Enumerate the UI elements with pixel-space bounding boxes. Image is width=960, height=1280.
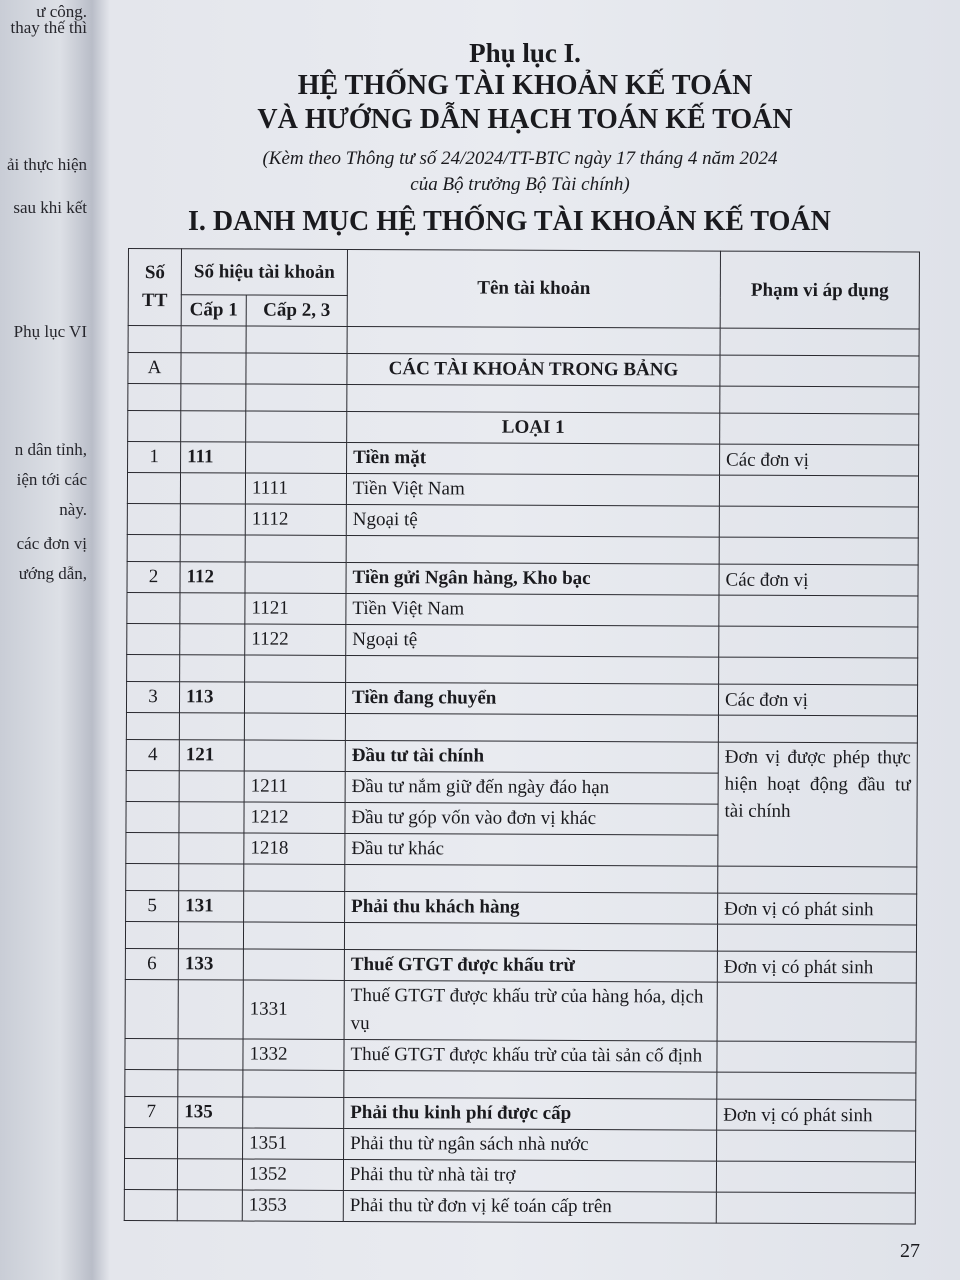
row-level23-account xyxy=(246,411,347,442)
row-level23-account xyxy=(245,535,346,562)
row-account-name: Ngoại tệ xyxy=(346,624,719,657)
row-scope xyxy=(719,626,918,658)
left-page-margin xyxy=(0,0,95,1280)
row-scope xyxy=(720,386,919,414)
row-level1-account xyxy=(178,1039,243,1070)
row-scope xyxy=(718,866,917,894)
row-scope xyxy=(716,1192,915,1224)
appendix-label: Phụ lục I. xyxy=(469,38,581,68)
row-account-name: Tiền Việt Nam xyxy=(346,473,719,506)
table-row xyxy=(127,503,918,537)
row-account-name: Phải thu khách hàng xyxy=(345,891,718,924)
row-level23-account xyxy=(245,655,346,682)
row-level23-account xyxy=(244,682,345,713)
row-level1-account xyxy=(181,353,246,384)
row-level23-account: 1112 xyxy=(245,504,346,535)
row-level1-account xyxy=(178,1070,243,1097)
row-stt: 2 xyxy=(127,561,180,592)
row-scope: Các đơn vị xyxy=(720,444,919,476)
row-level1-account: 112 xyxy=(180,562,245,593)
row-level23-account: 1352 xyxy=(242,1159,343,1190)
row-level23-account xyxy=(243,1097,344,1128)
row-account-name: Phải thu từ nhà tài trợ xyxy=(343,1159,716,1192)
table-row xyxy=(127,561,918,595)
row-account-name: LOẠI 1 xyxy=(347,411,720,444)
row-level1-account xyxy=(178,980,243,1039)
subtitle-line1: (Kèm theo Thông tư số 24/2024/TT-BTC ngày 17 tháng 4 năm 2024 xyxy=(262,148,778,169)
row-account-name: CÁC TÀI KHOẢN TRONG BẢNG xyxy=(347,353,720,386)
row-account-name: Tiền gửi Ngân hàng, Kho bạc xyxy=(346,562,719,595)
row-level23-account: 1218 xyxy=(244,833,345,864)
row-level1-account xyxy=(178,1128,243,1159)
row-level1-account xyxy=(179,771,244,802)
row-scope xyxy=(719,657,918,685)
row-level1-account: 135 xyxy=(178,1097,243,1128)
row-stt xyxy=(125,979,178,1038)
blank-row xyxy=(128,384,919,414)
left-page-text: Phụ lục VI xyxy=(13,322,87,341)
row-account-name: Đầu tư nắm giữ đến ngày đáo hạn xyxy=(345,771,718,804)
row-scope xyxy=(716,1161,915,1193)
row-level23-account xyxy=(244,713,345,740)
table-row xyxy=(125,1038,916,1072)
row-stt xyxy=(124,1189,177,1220)
table-row xyxy=(126,890,917,924)
row-level1-account xyxy=(178,922,243,949)
left-page-text: ướng dẫn, xyxy=(18,564,87,583)
row-scope xyxy=(720,355,919,387)
row-account-name: Thuế GTGT được khấu trừ của tài sản cố định xyxy=(344,1039,717,1072)
left-page-text: sau khi kết xyxy=(13,198,87,217)
row-stt xyxy=(125,1069,178,1096)
left-page-text: ư công. xyxy=(36,2,87,21)
row-level23-account xyxy=(246,326,347,353)
blank-row xyxy=(125,1069,916,1099)
row-scope xyxy=(720,328,919,356)
row-account-name xyxy=(345,713,718,742)
row-stt xyxy=(125,1038,178,1069)
row-stt: A xyxy=(128,353,181,384)
row-level1-account xyxy=(177,1190,242,1221)
row-stt xyxy=(125,1127,178,1158)
row-scope xyxy=(719,537,918,565)
section-heading: I. DANH MỤC HỆ THỐNG TÀI KHOẢN KẾ TOÁN xyxy=(188,206,831,237)
left-page-text: thay thế thì xyxy=(10,18,87,37)
subtitle xyxy=(180,146,860,198)
row-level23-account: 1332 xyxy=(243,1039,344,1070)
row-level23-account: 1212 xyxy=(244,802,345,833)
blank-row xyxy=(128,326,919,356)
row-scope xyxy=(718,715,917,743)
row-level1-account xyxy=(181,384,246,411)
header-stt: Số TT xyxy=(128,249,181,326)
header-name: Tên tài khoản xyxy=(347,249,720,328)
row-account-name xyxy=(347,326,720,355)
row-scope xyxy=(719,475,918,507)
row-level1-account xyxy=(179,713,244,740)
row-scope: Đơn vị có phát sinh xyxy=(717,1099,916,1131)
row-stt: 7 xyxy=(125,1096,178,1127)
blank-row xyxy=(126,712,917,742)
row-level1-account xyxy=(180,535,245,562)
row-scope: Đơn vị có phát sinh xyxy=(717,951,916,983)
row-scope xyxy=(717,1072,916,1100)
row-account-name: Phải thu kinh phí được cấp xyxy=(344,1097,717,1130)
row-stt xyxy=(125,921,178,948)
table-row xyxy=(127,592,918,626)
row-account-name: Đầu tư khác xyxy=(345,833,718,866)
row-level1-account xyxy=(179,864,244,891)
row-level23-account: 1351 xyxy=(243,1128,344,1159)
row-level1-account: 113 xyxy=(179,682,244,713)
row-level23-account: 1353 xyxy=(242,1190,343,1221)
row-account-name xyxy=(346,535,719,564)
row-account-name: Phải thu từ ngân sách nhà nước xyxy=(344,1128,717,1161)
page-number: 27 xyxy=(900,1240,920,1262)
row-stt: 4 xyxy=(126,739,179,770)
row-level1-account: 131 xyxy=(179,891,244,922)
row-level1-account xyxy=(179,802,244,833)
header-level1: Cấp 1 xyxy=(181,295,246,326)
row-scope: Các đơn vị xyxy=(719,564,918,596)
row-stt xyxy=(126,770,179,801)
row-level1-account xyxy=(179,833,244,864)
row-scope xyxy=(717,982,916,1042)
row-level1-account xyxy=(180,473,245,504)
row-level1-account xyxy=(177,1159,242,1190)
row-level23-account: 1331 xyxy=(243,980,344,1039)
row-level23-account xyxy=(246,442,347,473)
row-level1-account: 111 xyxy=(181,442,246,473)
row-stt: 5 xyxy=(126,890,179,921)
blank-row xyxy=(127,534,918,564)
table-row xyxy=(125,979,916,1041)
row-level23-account xyxy=(246,384,347,411)
row-stt xyxy=(127,534,180,561)
header-level23: Cấp 2, 3 xyxy=(246,295,347,326)
row-level1-account xyxy=(180,624,245,655)
table-row xyxy=(128,442,919,476)
row-scope xyxy=(717,924,916,952)
row-scope: Đơn vị có phát sinh xyxy=(718,893,917,925)
table-row xyxy=(124,1189,915,1223)
blank-row xyxy=(127,654,918,684)
row-level23-account xyxy=(243,949,344,980)
row-stt: 1 xyxy=(128,442,181,473)
row-stt xyxy=(127,623,180,654)
row-scope xyxy=(720,413,919,445)
row-level23-account xyxy=(244,864,345,891)
header-scope: Phạm vi áp dụng xyxy=(720,251,919,329)
row-level23-account: 1111 xyxy=(245,473,346,504)
row-stt xyxy=(127,654,180,681)
row-stt xyxy=(126,863,179,890)
row-account-name xyxy=(347,384,720,413)
row-stt xyxy=(127,473,180,504)
accounts-table xyxy=(124,248,920,1224)
row-account-name xyxy=(344,922,717,951)
row-scope xyxy=(717,1130,916,1162)
row-scope xyxy=(719,595,918,627)
row-stt xyxy=(126,801,179,832)
row-level23-account: 1211 xyxy=(244,771,345,802)
row-scope xyxy=(719,506,918,538)
row-level23-account xyxy=(246,353,347,384)
row-level1-account xyxy=(180,655,245,682)
subtitle-line2: của Bộ trưởng Bộ Tài chính) xyxy=(410,174,630,195)
left-page-text: iện tới các xyxy=(16,470,87,489)
left-page-text: các đơn vị xyxy=(16,534,87,553)
row-account-name: Tiền Việt Nam xyxy=(346,593,719,626)
row-level1-account xyxy=(180,593,245,624)
table-row xyxy=(125,1096,916,1130)
row-stt xyxy=(126,712,179,739)
blank-row xyxy=(126,863,917,893)
row-stt xyxy=(128,411,181,442)
row-scope: Đơn vị được phép thực hiện hoạt động đầu tư tài chính xyxy=(718,742,918,867)
blank-row xyxy=(125,921,916,951)
row-account-name: Đầu tư tài chính xyxy=(345,740,718,773)
row-account-name: Phải thu từ đơn vị kế toán cấp trên xyxy=(343,1190,716,1223)
row-level1-account xyxy=(181,411,246,442)
row-stt xyxy=(126,832,179,863)
row-stt xyxy=(124,1158,177,1189)
row-level23-account xyxy=(243,922,344,949)
row-scope xyxy=(717,1041,916,1073)
table-row xyxy=(125,948,916,982)
page-title-line1: HỆ THỐNG TÀI KHOẢN KẾ TOÁN xyxy=(297,70,753,101)
row-level23-account xyxy=(244,740,345,771)
row-account-name: Tiền đang chuyển xyxy=(345,682,718,715)
row-level1-account: 121 xyxy=(179,740,244,771)
row-stt xyxy=(127,503,180,534)
row-level23-account: 1121 xyxy=(245,593,346,624)
row-level1-account xyxy=(181,326,246,353)
row-account-name: Tiền mặt xyxy=(347,442,720,475)
table-row xyxy=(125,1127,916,1161)
table-row xyxy=(127,473,918,507)
row-stt xyxy=(128,326,181,353)
row-account-name xyxy=(345,864,718,893)
row-level1-account: 133 xyxy=(178,949,243,980)
row-level1-account xyxy=(180,504,245,535)
table-row xyxy=(128,353,919,387)
row-stt: 3 xyxy=(126,681,179,712)
left-page-text: ải thực hiện xyxy=(6,155,87,174)
table-row xyxy=(127,623,918,657)
row-stt xyxy=(127,592,180,623)
left-page-text: n dân tỉnh, xyxy=(14,440,87,459)
table-row xyxy=(126,681,917,715)
row-account-name: Ngoại tệ xyxy=(346,504,719,537)
table-row xyxy=(128,411,919,445)
table-row xyxy=(126,739,917,773)
table-row xyxy=(124,1158,915,1192)
row-scope: Các đơn vị xyxy=(718,684,917,716)
row-account-name: Thuế GTGT được khấu trừ xyxy=(344,949,717,982)
row-account-name: Thuế GTGT được khấu trừ của hàng hóa, dịch vụ xyxy=(344,980,717,1041)
row-level23-account xyxy=(243,1070,344,1097)
row-account-name: Đầu tư góp vốn vào đơn vị khác xyxy=(345,802,718,835)
row-level23-account xyxy=(244,891,345,922)
row-stt xyxy=(128,384,181,411)
row-account-name xyxy=(346,655,719,684)
row-level23-account: 1122 xyxy=(245,624,346,655)
row-level23-account xyxy=(245,562,346,593)
row-account-name xyxy=(344,1070,717,1099)
left-page-text: này. xyxy=(59,500,87,519)
page-title-line2: VÀ HƯỚNG DẪN HẠCH TOÁN KẾ TOÁN xyxy=(257,104,793,135)
row-stt: 6 xyxy=(125,948,178,979)
header-account-no: Số hiệu tài khoản xyxy=(181,249,347,296)
